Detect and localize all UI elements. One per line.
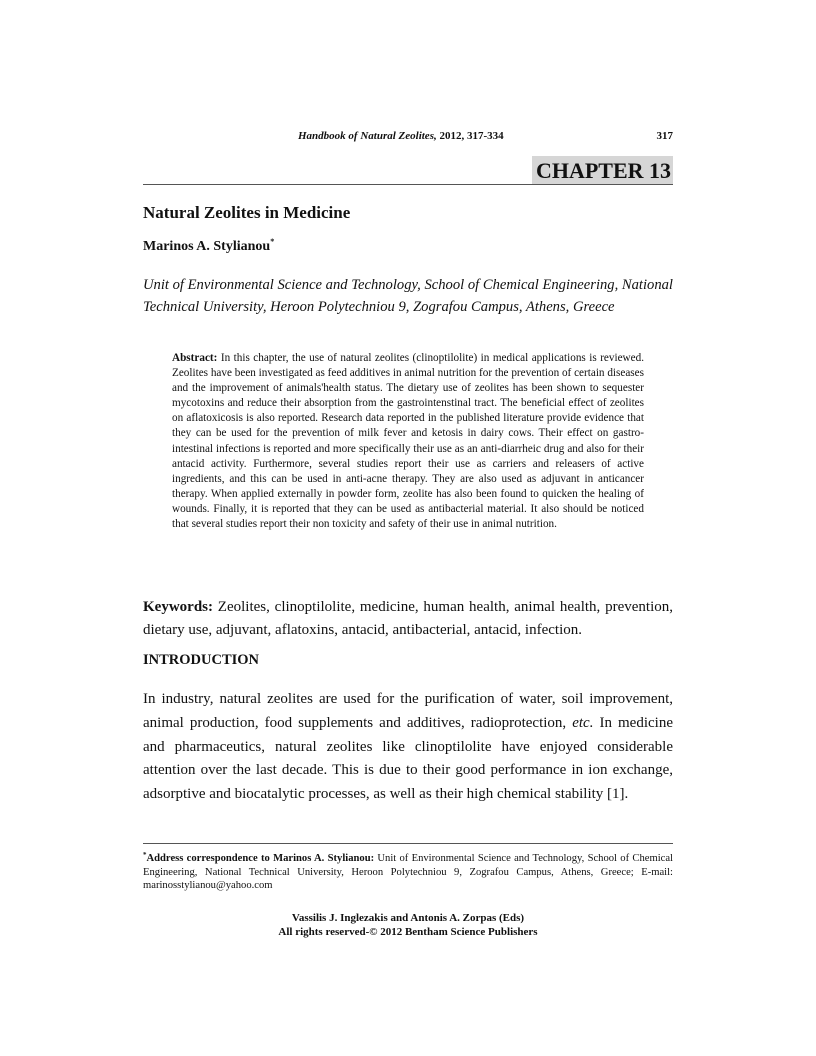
footnote-mark: * (143, 851, 147, 859)
footnote (143, 849, 673, 893)
running-head (143, 130, 673, 146)
intro-text-part1: In industry, natural zeolites are used for the purification of water, soil improvement, animal production, food supplements and additives, radioprotection, (143, 691, 673, 731)
keywords-label: Keywords: (143, 599, 213, 615)
publisher-footer (143, 911, 673, 939)
editors-line: Vassilis J. Inglezakis and Antonis A. Zorpas (Eds) (291, 912, 525, 924)
footnote-divider (143, 843, 673, 844)
abstract (172, 351, 644, 532)
section-heading-introduction: INTRODUCTION (143, 652, 260, 668)
author-name: Marinos A. Stylianou (143, 239, 271, 254)
author-line (143, 237, 274, 255)
author-footnote-mark: * (270, 237, 275, 246)
affiliation: Unit of Environmental Science and Technology, School of Chemical Engineering, National Technical University, Heroon Polytechniou 9, Zografou Campus, Athens, Greece (143, 277, 673, 315)
journal-year-pages: 2012, 317-334 (436, 130, 504, 142)
intro-text-italic: etc. (572, 714, 594, 731)
article-title: Natural Zeolites in Medicine (143, 203, 351, 222)
page-number: 317 (656, 130, 673, 142)
footnote-label: Address correspondence to Marinos A. Stylianou: (146, 853, 375, 864)
chapter-divider (143, 184, 673, 185)
introduction-paragraph (143, 688, 673, 807)
abstract-text: In this chapter, the use of natural zeolites (clinoptilolite) in medical applications is reviewed. Zeolites have been investigated as feed additives in animal nutrition for the prevention of certain diseases and the improvement of animals'health status. The dietary use of zeolites has been shown to sequester mycotoxins and reduce their absorption from the gastrointenstinal tract. The beneficial effect of zeolites on aflatoxicosis is also reported. Research data reported in the published literature provide evidence that they can be used for the prevention of milk fever and ketosis in dairy cows. Their effect on gastro-intestinal infections is reported and more specifically their use as an anti-diarrheic drug and also for their antacid activity. Furthermore, several studies report their use as carriers and releasers of active ingredients, and this can be used in anti-acne therapy. They are also used as adjuvant in anticancer therapy. When applied externally in powder form, zeolite has also been found to quicken the healing of wounds. Finally, it is reported that they can be used as antibacterial material. It also should be noticed that several studies report their non toxicity and safety of their use in animal nutrition. (172, 352, 644, 531)
footnote-text: Unit of Environmental Science and Technology, School of Chemical Engineering, National Technical University, Heroon Polytechniou 9, Zografou Campus, Athens, Greece; E-mail: marinosstylianou@yahoo.com (143, 853, 673, 892)
intro-text-part2: In medicine and pharmaceutics, natural zeolites like clinoptilolite have enjoyed considerable attention over the last decade. This is due to their good performance in ion exchange, adsorptive and biocatalytic processes, as well as their high chemical stability [1]. (143, 714, 673, 803)
journal-title: Handbook of Natural Zeolites, (298, 130, 437, 142)
rights-line: All rights reserved-© 2012 Bentham Science Publishers (278, 926, 538, 938)
journal-citation (298, 130, 504, 142)
chapter-label: CHAPTER 13 (532, 156, 673, 185)
keywords-text: Zeolites, clinoptilolite, medicine, human health, animal health, prevention, dietary use, adjuvant, aflatoxins, antacid, antibacterial, antacid, infection. (143, 599, 673, 638)
keywords (143, 596, 673, 642)
abstract-label: Abstract: (172, 352, 218, 364)
